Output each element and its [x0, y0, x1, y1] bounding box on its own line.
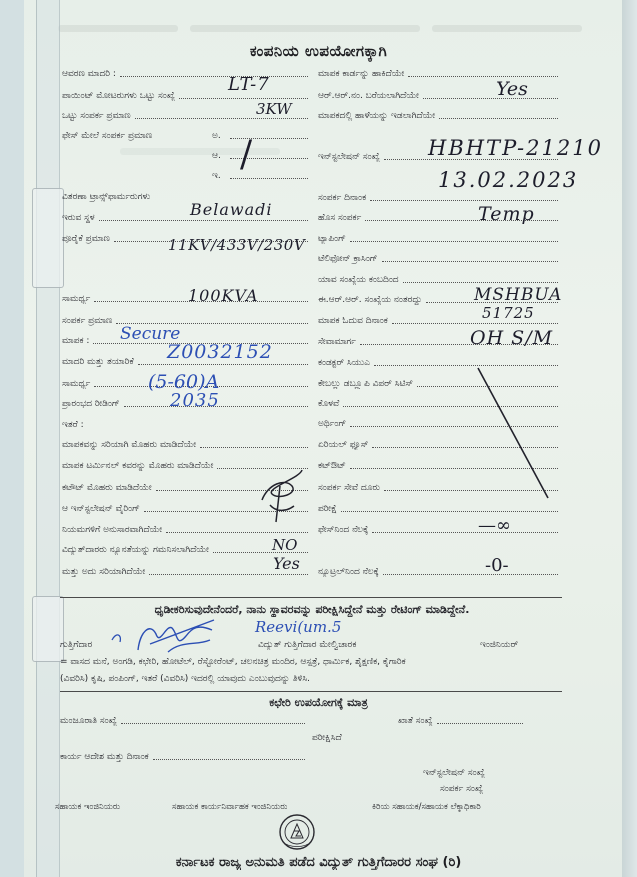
field-label: ಮಾಪಕವನ್ನು ಸರಿಯಾಗಿ ಮೊಹರು ಮಾಡಿದೆಯೇ — [62, 440, 197, 450]
handwritten-location: Belawadi — [190, 200, 273, 219]
dotted-line — [200, 446, 308, 448]
purpose-note-line: (ವಿವರಿಸಿ) ಕೃಷಿ, ಪಂಪಿಂಗ್, ಇತರೆ (ವಿವರಿಸಿ) ಇದರಲ್ಲಿ ಯಾವುದು ಎಂಬುವುದನ್ನು ತಿಳಿಸಿ. — [60, 674, 311, 684]
dotted-line — [350, 425, 558, 427]
field-label: ಪಾಯಿಂಟ್ ಮೋಟರುಗಳು ಒಟ್ಟು ಸಂಖ್ಯೆ — [62, 91, 175, 101]
field-label: ಸಂಪರ್ಕ ಪ್ರಮಾಣ — [62, 316, 113, 326]
field-label: ಸಂಪರ್ಕ ದಿನಾಂಕ — [318, 193, 367, 203]
field-earthing — [318, 415, 558, 429]
field-label: ಸೇವಾಮಾರ್ಗ — [318, 337, 356, 347]
handwritten-defects-noticed: NO — [272, 536, 298, 554]
field-label: ಒಟ್ಟು ಸಂಪರ್ಕ ಪ್ರಮಾಣ — [62, 111, 131, 121]
dotted-line — [153, 758, 305, 760]
dotted-line — [372, 531, 558, 533]
binder-strip — [36, 0, 60, 877]
field-telephone-crossing — [318, 250, 558, 264]
dotted-line — [149, 573, 308, 575]
field-label: ಈ.ಆರ್.ಆರ್. ಸಂಖ್ಯೆಯ ನಂತರದ್ದು — [318, 295, 422, 305]
dotted-line — [138, 363, 308, 365]
office-connection-no: ಸಂಪರ್ಕ ಸಂಖ್ಯೆ — [440, 784, 484, 794]
dotted-line — [370, 199, 558, 201]
handwritten-slash: / — [240, 134, 253, 175]
office-use-title: ಕಛೇರಿ ಉಪಯೋಗಕ್ಕೆ ಮಾತ್ರ — [269, 696, 368, 709]
field-label: ಮಾಪಕದಲ್ಲಿ ಹಾಳೆಯನ್ನು ಇಡಲಾಗಿದೆಯೇ — [318, 111, 436, 121]
field-service-distance — [318, 479, 558, 493]
field-label: ಖಾತೆ ಸಂಖ್ಯೆ — [398, 716, 433, 726]
dotted-line — [350, 240, 558, 242]
section-others — [62, 416, 308, 430]
field-sublabel: ಇ. — [212, 171, 221, 181]
supervisor-signature: Reevi(um.5 — [255, 618, 342, 636]
field-label: ಮಾಪಕ ಟರ್ಮಿನಲ್ ಕವರನ್ನು ಮೊಹರು ಮಾಡಿದೆಯೇ — [62, 461, 214, 471]
field-transformer-capacity — [62, 290, 308, 304]
binder-clip — [32, 188, 64, 288]
handwritten-err-after-1: MSHBUA — [474, 285, 563, 305]
handwritten-meter-serial: Z0032152 — [167, 341, 273, 363]
field-connection-load — [62, 312, 308, 326]
section-label: ವಿತರಣಾ ಟ್ರಾನ್ಸ್‌ಫಾರ್ಮರುಗಳು — [62, 192, 151, 202]
field-neutral-to-earth — [318, 563, 558, 577]
field-label: ಆ ಇನ್‌ಸ್ಟಲೇಷನ್ ವೈರಿಂಗ್ — [62, 504, 140, 514]
handwritten-meter-capacity: (5-60)A — [148, 371, 220, 393]
field-label: ಕಟ್‌ಔಟ್ — [318, 461, 346, 471]
field-rectified — [62, 563, 308, 577]
field-sublabel: ಆ. — [212, 151, 221, 161]
field-label: ಸಾಮರ್ಥ್ಯ — [62, 379, 91, 389]
dotted-line — [417, 385, 558, 387]
field-label: ಕಂಡಕ್ಟರ್ ಸಿಯುಎ — [318, 358, 371, 368]
handwritten-capacity: 100KVA — [188, 286, 259, 305]
field-label: ಟೆಲಿಫೋನ್ ಕ್ರಾಸಿಂಗ್ — [318, 254, 378, 264]
field-label: ಮಂಜೂರಾತಿ ಸಂಖ್ಯೆ — [60, 716, 117, 726]
dotted-line — [217, 467, 308, 469]
bleed-through — [190, 25, 420, 32]
field-account-no — [398, 712, 523, 726]
dotted-line — [343, 405, 558, 407]
field-label: ಕೇಬಲ್ಲು ಡಬ್ಲ್ಯೂಪಿ ವಿಪರ್ ಸಿಟಿಸ್ — [318, 379, 414, 389]
field-label: ಪೂರೈಕೆ ಪ್ರಮಾಣ — [62, 234, 110, 244]
dotted-line — [374, 364, 558, 366]
dotted-line — [179, 97, 308, 99]
field-phase-load-b — [62, 147, 308, 161]
field-label: ಮತ್ತು ಅದು ಸರಿಯಾಗಿದೆಯೇ — [62, 567, 146, 577]
field-label: ಸಂಪರ್ಕ ಸೇವೆ ದೂರು — [318, 483, 381, 493]
field-cutout-sealed — [62, 479, 308, 493]
field-installation-wiring — [62, 500, 308, 514]
officer-ae: ಸಹಾಯಕ ಇಂಜಿನಿಯರು — [55, 802, 121, 812]
section-label: ಇತರೆ : — [62, 420, 84, 430]
field-phase-load-c — [62, 167, 308, 181]
field-label: ಕೊಳವೆ — [318, 399, 340, 409]
handwritten-phase-to-earth: —∞ — [478, 515, 511, 536]
field-label: ಆರ್.ಆರ್.ನಂ. ಬರೆಯಲಾಗಿದೆಯೇ — [318, 91, 419, 101]
dotted-line — [372, 446, 558, 448]
section-label: ಮಾಪಕ : — [62, 336, 90, 346]
dotted-line — [382, 260, 558, 262]
officer-accounts: ಕಿರಿಯ ಸಹಾಯಕ/ಸಹಾಯಕ ಲೆಕ್ಕಾಧಿಕಾರಿ — [372, 802, 481, 812]
field-meter-sealed — [62, 436, 308, 450]
bleed-through — [58, 25, 178, 32]
field-point-motors — [62, 87, 308, 101]
field-label: ಮಾದರಿ ಮತ್ತು ತಯಾರಿಕೆ — [62, 357, 134, 367]
divider — [60, 597, 562, 598]
handwritten-tariff: LT-7 — [228, 74, 270, 95]
signatory-engineer: ಇಂಜಿನಿಯರ್ — [480, 640, 519, 650]
binder-clip — [32, 596, 64, 662]
signatory-contractor: ಗುತ್ತಿಗೆದಾರ — [60, 640, 93, 650]
field-sublabel: ಅ. — [212, 131, 221, 141]
dotted-line — [99, 219, 308, 221]
field-meter-card — [318, 65, 558, 79]
field-label: ಪ್ರಾರಂಭದ ರೀಡಿಂಗ್ — [62, 399, 120, 409]
field-sanction-no — [60, 712, 305, 726]
dotted-line — [392, 322, 558, 324]
handwritten-connection-date: 13.02.2023 — [438, 168, 579, 192]
field-label: ಮಾಪಕ ಕಾರ್ಡನ್ನು ಹಾಕಿದೆಯೇ — [318, 69, 405, 79]
field-phase-to-earth — [318, 521, 558, 535]
field-label: ಇರುವ ಸ್ಥಳ — [62, 213, 95, 223]
handwritten-service-line: OH S/M — [470, 327, 554, 349]
field-label: ಕಾರ್ಯ ಆದೇಶ ಮತ್ತು ದಿನಾಂಕ — [60, 752, 149, 762]
handwritten-initial-reading: 2035 — [170, 390, 220, 411]
field-conductor — [318, 354, 558, 368]
verified-label: ಪರೀಕ್ಷಿಸಿದೆ — [312, 733, 342, 743]
purpose-note-line: = ವಾಸದ ಮನೆ, ಅಂಗಡಿ, ಕಛೇರಿ, ಹೋಟೆಲ್, ರೆಸ್ಟೋರೆಂಟ್, ಚಲನಚಿತ್ರ ಮಂದಿರ, ಆಸ್ಪತ್ರೆ, ಧಾರ್ಮಿಕ, ಶೈಕ್ಷಣಿಕ, ಕೈಗಾರಿಕ — [60, 657, 406, 667]
form-title: ಕಂಪನಿಯ ಉಪಯೋಗಕ್ಕಾಗಿ — [249, 42, 388, 60]
field-label: ಸಾಮರ್ಥ್ಯ — [62, 294, 91, 304]
dotted-line — [423, 97, 558, 99]
officer-aee: ಸಹಾಯಕ ಕಾರ್ಯನಿರ್ವಾಹಕ ಇಂಜಿನಿಯರು — [172, 802, 288, 812]
handwritten-rectified: Yes — [273, 554, 300, 573]
bleed-through — [432, 25, 582, 32]
field-label: ಹೊಸ ಸಂಪರ್ಕ — [318, 213, 362, 223]
field-terminal-cover-sealed — [62, 457, 308, 471]
dotted-line — [437, 722, 523, 724]
field-label: ಇನ್‌ಸ್ಟಲೇಷನ್ ಸಂಖ್ಯೆ — [318, 152, 380, 162]
field-label: ಟ್ಯಾಪಿಂಗ್ — [318, 234, 346, 244]
dotted-line — [403, 281, 558, 283]
association-name: ಕರ್ನಾಟಕ ರಾಜ್ಯ ಅನುಮತಿ ಪಡೆದ ವಿದ್ಯುತ್ ಗುತ್ತಿಗೆದಾರರ ಸಂಘ (ರಿ) — [175, 855, 462, 870]
section-label: ಪರೀಕ್ಷೆ — [318, 504, 337, 514]
handwritten-supply: 11KV/433V/230V — [168, 236, 306, 254]
dotted-line — [121, 722, 305, 724]
dotted-line — [156, 489, 308, 491]
field-meter-sheet — [318, 107, 558, 121]
field-tapping — [318, 230, 558, 244]
scan-edge — [622, 0, 637, 877]
field-label: ಏರಿಯಲ್ ಫ್ಯೂಸ್ — [318, 440, 369, 450]
field-premises-type — [62, 65, 308, 79]
handwritten-neutral-to-earth: -0- — [485, 555, 509, 576]
field-label: ಯಾವ ಸಂಖ್ಯೆಯ ಕಂಬದಿಂದ — [318, 275, 399, 285]
office-installation-no: ಇನ್‌ಸ್ಟಲೇಷನ್ ಸಂಖ್ಯೆ — [423, 768, 485, 778]
dotted-line — [144, 510, 308, 512]
dotted-line — [384, 489, 558, 491]
field-pipe — [318, 395, 558, 409]
handwritten-rr-written: Yes — [496, 78, 528, 100]
field-label: ವಿದ್ಯುತ್‌ದಾರರು ನ್ಯೂನತೆಯನ್ನು ಗಮನಿಸಲಾಗಿದೆಯೇ — [62, 545, 209, 555]
field-cable — [318, 375, 558, 389]
handwritten-new-connection: Temp — [478, 203, 535, 225]
handwritten-load: 3KW — [256, 100, 292, 118]
dotted-line — [166, 531, 308, 533]
declaration: ಧೃಡೀಕರಿಸುವುದೇನೆಂದರೆ, ನಾನು ಸ್ಥಾವರವನ್ನು ಪರೀಕ್ಷಿಸಿದ್ದೇನೆ ಮತ್ತು ರೇಟಿಂಗ್ ಮಾಡಿದ್ದೇನೆ. — [154, 603, 470, 616]
field-label: ನಿಯಮಗಳಿಗೆ ಅನುಸಾರವಾಗಿದೆಯೇ — [62, 525, 163, 535]
field-aerial-fuse — [318, 436, 558, 450]
field-label: ಆವರಣ ಮಾದರಿ : — [62, 69, 116, 79]
field-label: ಅರ್ಥಿಂಗ್ — [318, 419, 347, 429]
field-work-order — [60, 748, 305, 762]
field-label: ಫೇಸ್ ಮೇಲೆ ಸಂಪರ್ಕ ಪ್ರಮಾಣ — [62, 131, 153, 141]
field-label: ಕಟೌಟ್ ಮೊಹರು ಮಾಡಿದೆಯೇ — [62, 483, 152, 493]
dotted-line — [439, 117, 558, 119]
dotted-line — [408, 75, 558, 77]
dotted-line — [120, 75, 308, 77]
field-label: ನ್ಯೂಟ್ರಲ್‌ನಿಂದ ನೆಲಕ್ಕೆ — [318, 567, 379, 577]
handwritten-meter-make: Secure — [120, 324, 181, 344]
handwritten-installation-no: HBHTP-21210 — [428, 136, 603, 160]
field-label: ಫೇಸ್‌ನಿಂದ ನೆಲಕ್ಕೆ — [318, 525, 369, 535]
field-pole-number — [318, 271, 558, 285]
field-phase-load-a — [62, 127, 308, 141]
dotted-line — [230, 177, 308, 179]
divider — [60, 691, 562, 692]
field-as-per-rules — [62, 521, 308, 535]
dotted-line — [350, 467, 558, 469]
field-cutout — [318, 457, 558, 471]
signatory-supervisor: ವಿದ್ಯುತ್ ಗುತ್ತಿಗೆದಾರ ಮೇಲ್ವಿಚಾರಕ — [258, 640, 357, 650]
dotted-line — [383, 573, 558, 575]
dotted-line — [341, 510, 558, 512]
handwritten-err-after-2: 51725 — [482, 304, 535, 322]
section-test — [318, 500, 558, 514]
field-label: ಮಾಪಕ ಓದುವ ದಿನಾಂಕ — [318, 316, 388, 326]
